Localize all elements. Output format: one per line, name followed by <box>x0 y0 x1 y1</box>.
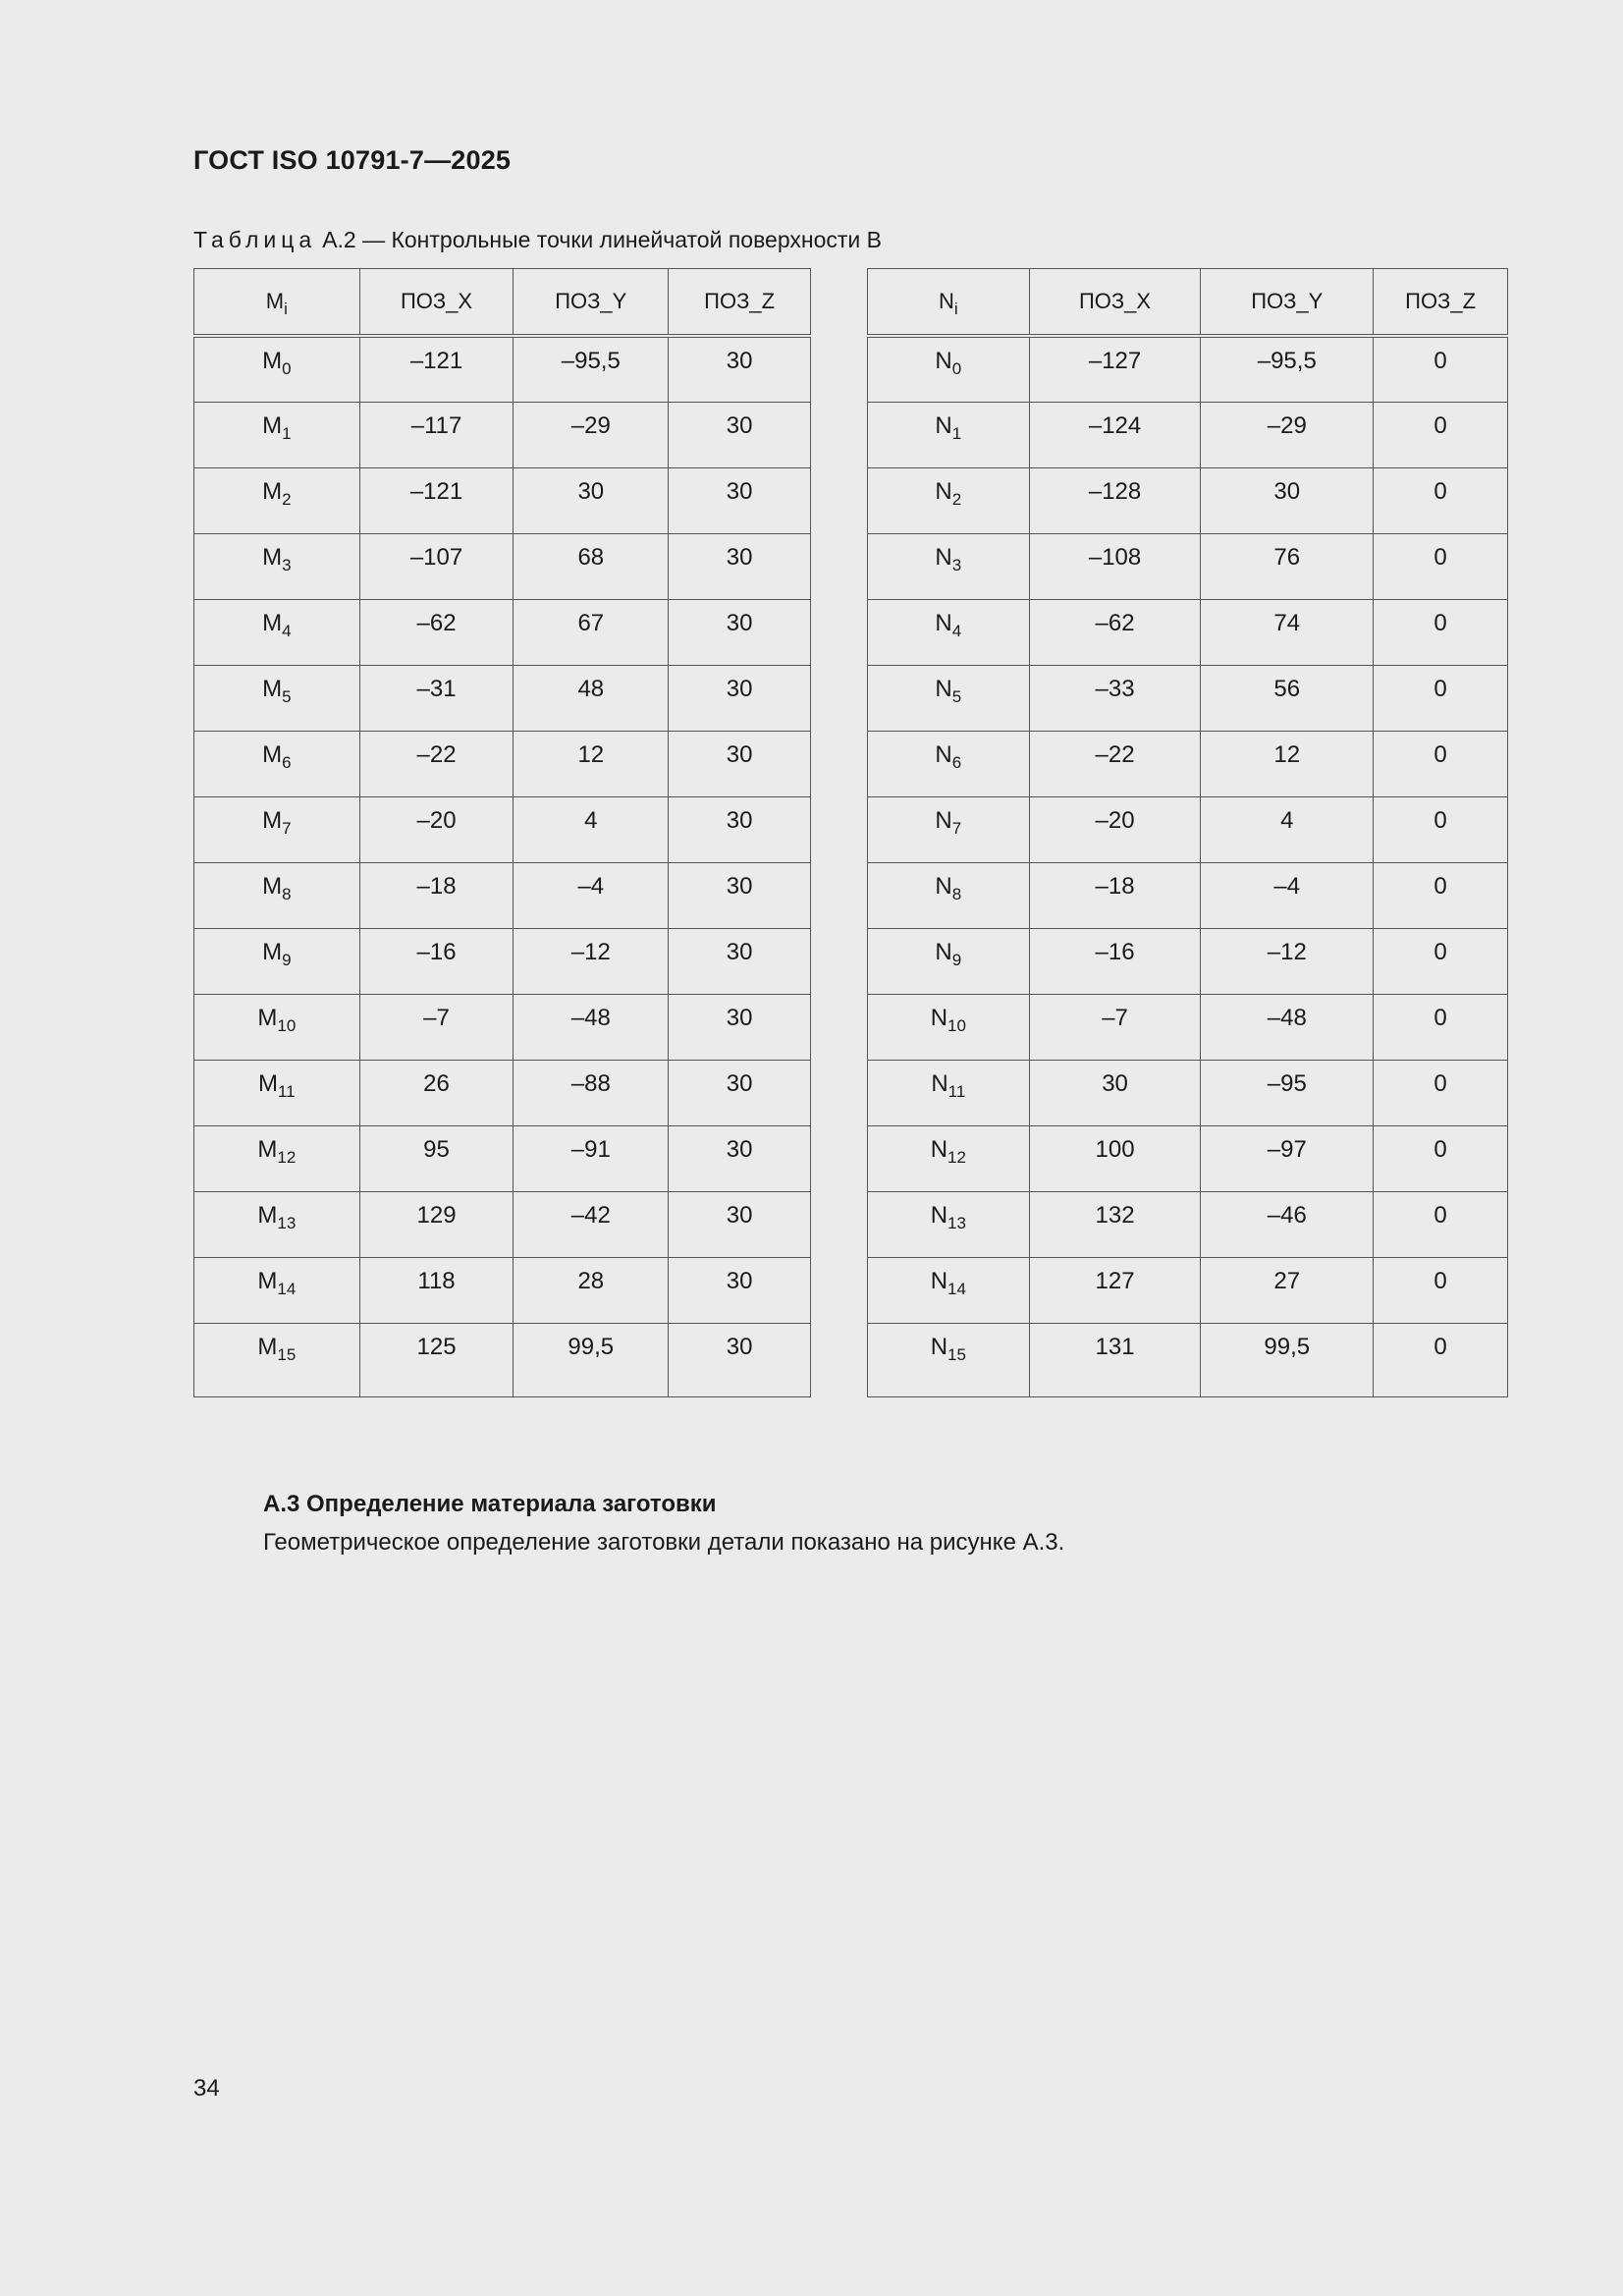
pos-z-cell: 0 <box>1374 862 1508 928</box>
pos-x-cell: –16 <box>359 928 514 994</box>
pos-y-cell: –46 <box>1201 1191 1374 1257</box>
column-header-pos-y: ПОЗ_Y <box>514 269 669 337</box>
point-label: $M_{13}$ <box>194 1191 360 1257</box>
table-row <box>194 599 811 665</box>
pos-y-cell: 28 <box>514 1257 669 1323</box>
pos-x-cell: –20 <box>359 796 514 862</box>
pos-y-cell: –48 <box>1201 994 1374 1060</box>
pos-x-cell: –20 <box>1029 796 1201 862</box>
section-paragraph: Геометрическое определение заготовки детали показано на рисунке А.3. <box>263 1529 1065 1556</box>
pos-z-cell: 0 <box>1374 467 1508 533</box>
point-label: $N_3$ <box>868 533 1030 599</box>
table-row <box>194 1125 811 1191</box>
table-row <box>194 1323 811 1396</box>
pos-z-cell: 0 <box>1374 665 1508 731</box>
pos-x-cell: 30 <box>1029 1060 1201 1125</box>
point-label: $N_{11}$ <box>868 1060 1030 1125</box>
pos-z-cell: 30 <box>669 1323 811 1396</box>
pos-x-cell: 131 <box>1029 1323 1201 1396</box>
pos-x-cell: 26 <box>359 1060 514 1125</box>
point-label: $N_8$ <box>868 862 1030 928</box>
pos-x-cell: 100 <box>1029 1125 1201 1191</box>
table-row <box>194 994 811 1060</box>
pos-z-cell: 30 <box>669 1060 811 1125</box>
pos-x-cell: –121 <box>359 336 514 402</box>
pos-y-cell: 67 <box>514 599 669 665</box>
pos-z-cell: 0 <box>1374 599 1508 665</box>
column-header-pos-x: ПОЗ_X <box>359 269 514 337</box>
pos-x-cell: –7 <box>1029 994 1201 1060</box>
pos-y-cell: 30 <box>1201 467 1374 533</box>
point-label: $N_{14}$ <box>868 1257 1030 1323</box>
pos-y-cell: 27 <box>1201 1257 1374 1323</box>
pos-y-cell: –95,5 <box>514 336 669 402</box>
pos-y-cell: –12 <box>514 928 669 994</box>
pos-x-cell: –128 <box>1029 467 1201 533</box>
point-label: $M_2$ <box>194 467 360 533</box>
point-label: $N_6$ <box>868 731 1030 796</box>
table-row <box>194 533 811 599</box>
pos-z-cell: 0 <box>1374 402 1508 467</box>
pos-z-cell: 30 <box>669 1125 811 1191</box>
point-label: $N_2$ <box>868 467 1030 533</box>
pos-z-cell: 30 <box>669 862 811 928</box>
pos-x-cell: –108 <box>1029 533 1201 599</box>
pos-z-cell: 0 <box>1374 994 1508 1060</box>
table-row <box>868 1191 1508 1257</box>
point-label: $M_7$ <box>194 796 360 862</box>
table-row <box>868 336 1508 402</box>
pos-y-cell: –29 <box>514 402 669 467</box>
pos-z-cell: 30 <box>669 1257 811 1323</box>
point-label: $N_7$ <box>868 796 1030 862</box>
table-row <box>868 402 1508 467</box>
pos-y-cell: 4 <box>514 796 669 862</box>
point-label: $M_6$ <box>194 731 360 796</box>
column-header-pos-x: ПОЗ_X <box>1029 269 1201 337</box>
table-caption-text: А.2 — Контрольные точки линейчатой поверхности B <box>322 227 882 252</box>
pos-x-cell: –18 <box>359 862 514 928</box>
table-row <box>194 336 811 402</box>
point-label: $M_{12}$ <box>194 1125 360 1191</box>
point-label: $M_{10}$ <box>194 994 360 1060</box>
pos-x-cell: –62 <box>359 599 514 665</box>
pos-z-cell: 0 <box>1374 1191 1508 1257</box>
pos-y-cell: –4 <box>1201 862 1374 928</box>
pos-x-cell: –107 <box>359 533 514 599</box>
point-label: $M_{14}$ <box>194 1257 360 1323</box>
pos-y-cell: 4 <box>1201 796 1374 862</box>
pos-x-cell: 95 <box>359 1125 514 1191</box>
pos-y-cell: 76 <box>1201 533 1374 599</box>
pos-z-cell: 0 <box>1374 533 1508 599</box>
section-heading: А.3 Определение материала заготовки <box>263 1491 717 1517</box>
table-row <box>194 796 811 862</box>
point-label: $M_4$ <box>194 599 360 665</box>
table-row <box>868 1060 1508 1125</box>
pos-y-cell: 30 <box>514 467 669 533</box>
table-row <box>868 928 1508 994</box>
point-label: $M_8$ <box>194 862 360 928</box>
point-label: $N_{10}$ <box>868 994 1030 1060</box>
control-points-table-m <box>193 268 811 1397</box>
point-label: $M_0$ <box>194 336 360 402</box>
pos-x-cell: 127 <box>1029 1257 1201 1323</box>
pos-z-cell: 0 <box>1374 928 1508 994</box>
pos-y-cell: –48 <box>514 994 669 1060</box>
pos-y-cell: –95 <box>1201 1060 1374 1125</box>
point-label: $N_{13}$ <box>868 1191 1030 1257</box>
pos-z-cell: 30 <box>669 533 811 599</box>
pos-x-cell: 132 <box>1029 1191 1201 1257</box>
pos-x-cell: 125 <box>359 1323 514 1396</box>
pos-x-cell: 129 <box>359 1191 514 1257</box>
column-header-point: $M_i$ <box>194 269 360 337</box>
pos-y-cell: –42 <box>514 1191 669 1257</box>
pos-y-cell: 99,5 <box>514 1323 669 1396</box>
pos-z-cell: 0 <box>1374 1060 1508 1125</box>
point-label: $N_0$ <box>868 336 1030 402</box>
pos-y-cell: 12 <box>1201 731 1374 796</box>
point-label: $N_5$ <box>868 665 1030 731</box>
pos-z-cell: 30 <box>669 731 811 796</box>
table-row <box>868 467 1508 533</box>
table-caption <box>193 227 882 253</box>
pos-x-cell: –33 <box>1029 665 1201 731</box>
pos-y-cell: –97 <box>1201 1125 1374 1191</box>
pos-y-cell: 56 <box>1201 665 1374 731</box>
table-row <box>868 1257 1508 1323</box>
point-label: $M_1$ <box>194 402 360 467</box>
pos-z-cell: 30 <box>669 336 811 402</box>
column-header-pos-y: ПОЗ_Y <box>1201 269 1374 337</box>
pos-y-cell: –88 <box>514 1060 669 1125</box>
pos-x-cell: –127 <box>1029 336 1201 402</box>
pos-z-cell: 0 <box>1374 1323 1508 1396</box>
table-row <box>194 1191 811 1257</box>
point-label: $N_4$ <box>868 599 1030 665</box>
pos-z-cell: 0 <box>1374 796 1508 862</box>
pos-z-cell: 0 <box>1374 1257 1508 1323</box>
table-caption-label: Таблица <box>193 227 317 252</box>
pos-y-cell: 74 <box>1201 599 1374 665</box>
control-points-table-n <box>867 268 1508 1397</box>
pos-x-cell: –31 <box>359 665 514 731</box>
point-label: $M_{15}$ <box>194 1323 360 1396</box>
pos-y-cell: –29 <box>1201 402 1374 467</box>
table-row <box>868 665 1508 731</box>
pos-z-cell: 30 <box>669 467 811 533</box>
table-row <box>868 1125 1508 1191</box>
pos-z-cell: 0 <box>1374 336 1508 402</box>
column-header-point: $N_i$ <box>868 269 1030 337</box>
pos-z-cell: 30 <box>669 796 811 862</box>
point-label: $N_9$ <box>868 928 1030 994</box>
pos-z-cell: 30 <box>669 1191 811 1257</box>
table-row <box>194 402 811 467</box>
table-header-row <box>194 269 811 337</box>
pos-z-cell: 0 <box>1374 731 1508 796</box>
point-label: $N_{15}$ <box>868 1323 1030 1396</box>
table-row <box>194 665 811 731</box>
document-title: ГОСТ ISO 10791-7—2025 <box>193 145 512 175</box>
table-header-row <box>868 269 1508 337</box>
point-label: $N_{12}$ <box>868 1125 1030 1191</box>
pos-z-cell: 30 <box>669 994 811 1060</box>
table-row <box>194 467 811 533</box>
point-label: $M_3$ <box>194 533 360 599</box>
table-row <box>868 994 1508 1060</box>
pos-z-cell: 0 <box>1374 1125 1508 1191</box>
pos-x-cell: –7 <box>359 994 514 1060</box>
point-label: $M_5$ <box>194 665 360 731</box>
column-header-pos-z: ПОЗ_Z <box>669 269 811 337</box>
point-label: $M_{11}$ <box>194 1060 360 1125</box>
pos-y-cell: –91 <box>514 1125 669 1191</box>
pos-x-cell: –22 <box>359 731 514 796</box>
table-row <box>194 1060 811 1125</box>
pos-x-cell: –124 <box>1029 402 1201 467</box>
point-label: $N_1$ <box>868 402 1030 467</box>
table-row <box>868 599 1508 665</box>
table-row <box>194 928 811 994</box>
pos-y-cell: –12 <box>1201 928 1374 994</box>
pos-y-cell: 68 <box>514 533 669 599</box>
pos-z-cell: 30 <box>669 599 811 665</box>
pos-x-cell: –18 <box>1029 862 1201 928</box>
pos-z-cell: 30 <box>669 402 811 467</box>
pos-x-cell: –62 <box>1029 599 1201 665</box>
pos-z-cell: 30 <box>669 928 811 994</box>
pos-x-cell: –16 <box>1029 928 1201 994</box>
table-row <box>194 1257 811 1323</box>
pos-y-cell: –95,5 <box>1201 336 1374 402</box>
table-row <box>194 731 811 796</box>
column-header-pos-z: ПОЗ_Z <box>1374 269 1508 337</box>
page-number: 34 <box>193 2075 220 2102</box>
pos-z-cell: 30 <box>669 665 811 731</box>
pos-y-cell: –4 <box>514 862 669 928</box>
pos-y-cell: 12 <box>514 731 669 796</box>
pos-x-cell: –121 <box>359 467 514 533</box>
pos-x-cell: –117 <box>359 402 514 467</box>
pos-x-cell: –22 <box>1029 731 1201 796</box>
pos-x-cell: 118 <box>359 1257 514 1323</box>
table-row <box>868 862 1508 928</box>
table-row <box>868 796 1508 862</box>
table-row <box>868 1323 1508 1396</box>
point-label: $M_9$ <box>194 928 360 994</box>
pos-y-cell: 99,5 <box>1201 1323 1374 1396</box>
table-row <box>868 533 1508 599</box>
table-row <box>194 862 811 928</box>
table-row <box>868 731 1508 796</box>
pos-y-cell: 48 <box>514 665 669 731</box>
